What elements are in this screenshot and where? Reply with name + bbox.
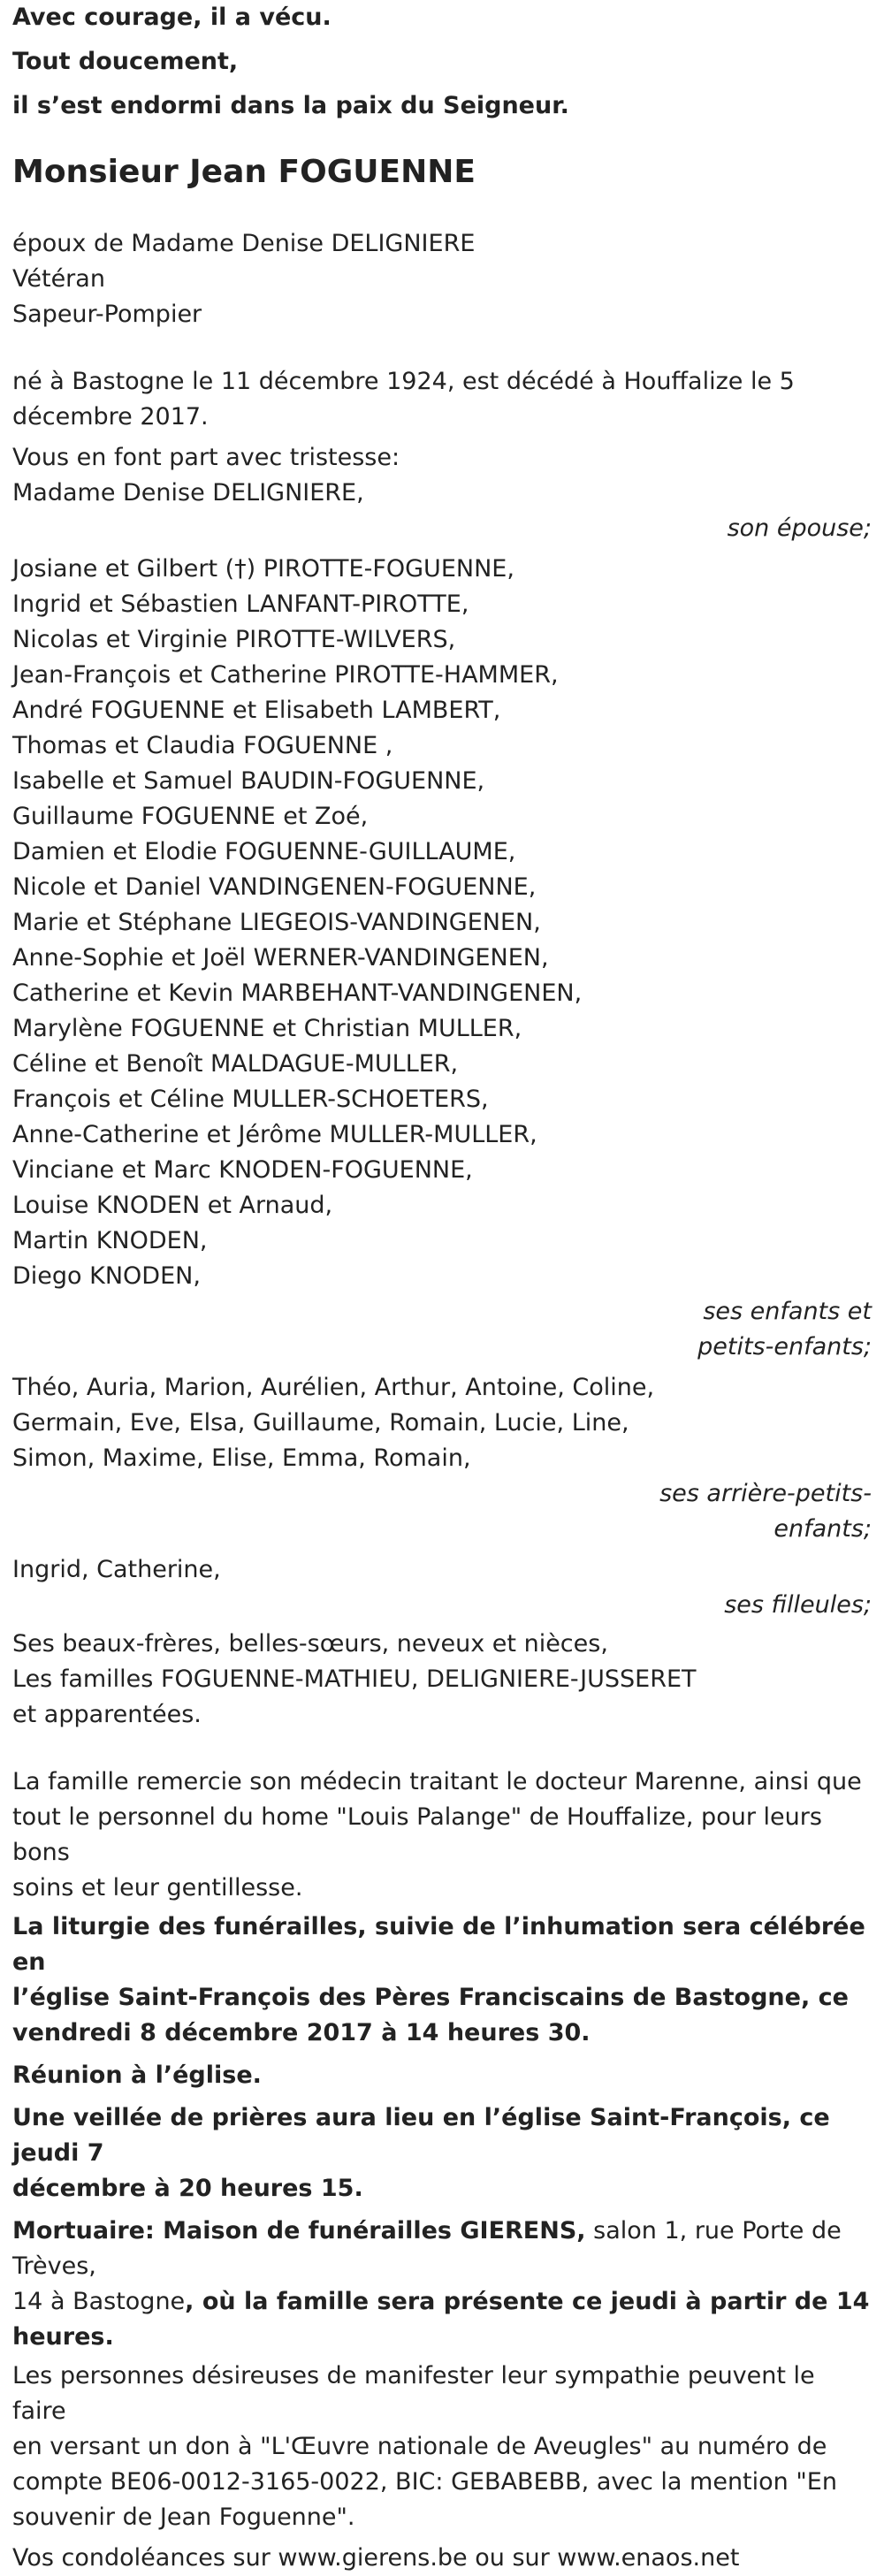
spouse-relation: son épouse; — [727, 514, 872, 542]
family-member: Thomas et Claudia FOGUENNE , — [12, 732, 393, 759]
donation-line: souvenir de Jean Foguenne". — [12, 2504, 355, 2531]
vigil-line: Une veillée de prières aura lieu en l’église Saint-François, ce jeudi 7 — [12, 2104, 830, 2167]
mortuary-line — [12, 2214, 872, 2284]
family-member: Josiane et Gilbert (†) PIROTTE-FOGUENNE, — [12, 555, 514, 583]
family-member: François et Céline MULLER-SCHOETERS, — [12, 1086, 489, 1113]
mortuary-address: salon 1, rue Porte de Trèves, — [12, 2217, 842, 2280]
goddaughters-relation: ses filleules; — [724, 1591, 872, 1619]
thanks-line: tout le personnel du home "Louis Palange" de Houffalize, pour leurs bons — [12, 1803, 822, 1866]
spouse-name: Madame Denise DELIGNIERE, — [12, 479, 364, 507]
family-member: Marie et Stéphane LIEGEOIS-VANDINGENEN, — [12, 909, 541, 936]
donation-line: en versant un don à "L'Œuvre nationale de Aveugles" au numéro de — [12, 2433, 827, 2460]
birth-death-line: né à Bastogne le 11 décembre 1924, est décédé à Houffalize le 5 — [12, 368, 795, 395]
mortuary-presence: heures. — [12, 2323, 114, 2351]
family-member: Isabelle et Samuel BAUDIN-FOGUENNE, — [12, 767, 485, 795]
funeral-line: l’église Saint-François des Pères Franciscains de Bastogne, ce — [12, 1984, 849, 2011]
great-grandchildren-line: Théo, Auria, Marion, Aurélien, Arthur, Antoine, Coline, — [12, 1374, 655, 1401]
vigil-line: décembre à 20 heures 15. — [12, 2175, 363, 2202]
thanks-line: soins et leur gentillesse. — [12, 1874, 303, 1902]
condolences-line: Vos condoléances sur www.gierens.be ou sur www.enaos.net — [12, 2544, 740, 2572]
intro-line: Avec courage, il a vécu. — [12, 4, 332, 31]
family-member: Céline et Benoît MALDAGUE-MULLER, — [12, 1050, 459, 1078]
great-grandchildren-relation: enfants; — [774, 1515, 872, 1543]
goddaughters-names: Ingrid, Catherine, — [12, 1556, 221, 1583]
family-member: Nicole et Daniel VANDINGENEN-FOGUENNE, — [12, 873, 537, 901]
mortuary-presence: , où la famille sera présente ce jeudi à partir de 14 — [185, 2288, 870, 2315]
others-line: et apparentées. — [12, 1701, 202, 1728]
donation-line: compte BE06-0012-3165-0022, BIC: GEBABEBB, avec la mention "En — [12, 2468, 837, 2496]
family-member: Catherine et Kevin MARBEHANT-VANDINGENEN, — [12, 979, 583, 1007]
funeral-line: La liturgie des funérailles, suivie de l’inhumation sera célébrée en — [12, 1913, 865, 1976]
others-line: Ses beaux-frères, belles-sœurs, neveux et nièces, — [12, 1630, 608, 1658]
great-grandchildren-relation: ses arrière-petits- — [659, 1480, 872, 1507]
children-relation: petits-enfants; — [697, 1333, 872, 1360]
children-list — [12, 552, 872, 1294]
great-grandchildren-line: Germain, Eve, Elsa, Guillaume, Romain, Lucie, Line, — [12, 1409, 629, 1437]
family-member: Anne-Sophie et Joël WERNER-VANDINGENEN, — [12, 944, 549, 972]
family-member: Jean-François et Catherine PIROTTE-HAMMER, — [12, 661, 559, 689]
descriptor-line: Vétéran — [12, 265, 105, 293]
donation-line: Les personnes désireuses de manifester leur sympathie peuvent le faire — [12, 2362, 815, 2425]
family-member: Guillaume FOGUENNE et Zoé, — [12, 803, 369, 830]
mortuary-line — [12, 2284, 872, 2320]
family-member: Damien et Elodie FOGUENNE-GUILLAUME, — [12, 838, 516, 865]
mortuary-label: Mortuaire: Maison de funérailles GIERENS, — [12, 2217, 586, 2244]
family-member: Ingrid et Sébastien LANFANT-PIROTTE, — [12, 591, 469, 618]
family-member: Diego KNODEN, — [12, 1262, 201, 1290]
family-member: Vinciane et Marc KNODEN-FOGUENNE, — [12, 1156, 473, 1184]
children-relation: ses enfants et — [703, 1298, 872, 1325]
thanks-line: La famille remercie son médecin traitant le docteur Marenne, ainsi que — [12, 1768, 862, 1795]
funeral-line: vendredi 8 décembre 2017 à 14 heures 30. — [12, 2019, 591, 2046]
family-member: André FOGUENNE et Elisabeth LAMBERT, — [12, 697, 501, 724]
intro-line: Tout doucement, — [12, 48, 239, 75]
descriptor-line: époux de Madame Denise DELIGNIERE — [12, 230, 476, 257]
intro-line: il s’est endormi dans la paix du Seigneur. — [12, 92, 569, 119]
announce-lead: Vous en font part avec tristesse: — [12, 444, 400, 471]
family-member: Nicolas et Virginie PIROTTE-WILVERS, — [12, 626, 456, 653]
family-member: Louise KNODEN et Arnaud, — [12, 1192, 333, 1219]
family-member: Anne-Catherine et Jérôme MULLER-MULLER, — [12, 1121, 537, 1148]
mortuary-address: 14 à Bastogne — [12, 2288, 186, 2315]
reunion-line: Réunion à l’église. — [12, 2062, 262, 2089]
family-member: Marylène FOGUENNE et Christian MULLER, — [12, 1015, 522, 1042]
others-line: Les familles FOGUENNE-MATHIEU, DELIGNIERE-JUSSERET — [12, 1665, 697, 1693]
family-member: Martin KNODEN, — [12, 1227, 208, 1254]
descriptor-line: Sapeur-Pompier — [12, 301, 202, 328]
birth-death-line: décembre 2017. — [12, 403, 209, 431]
great-grandchildren-line: Simon, Maxime, Elise, Emma, Romain, — [12, 1444, 471, 1472]
deceased-name-title: Monsieur Jean FOGUENNE — [12, 154, 476, 190]
